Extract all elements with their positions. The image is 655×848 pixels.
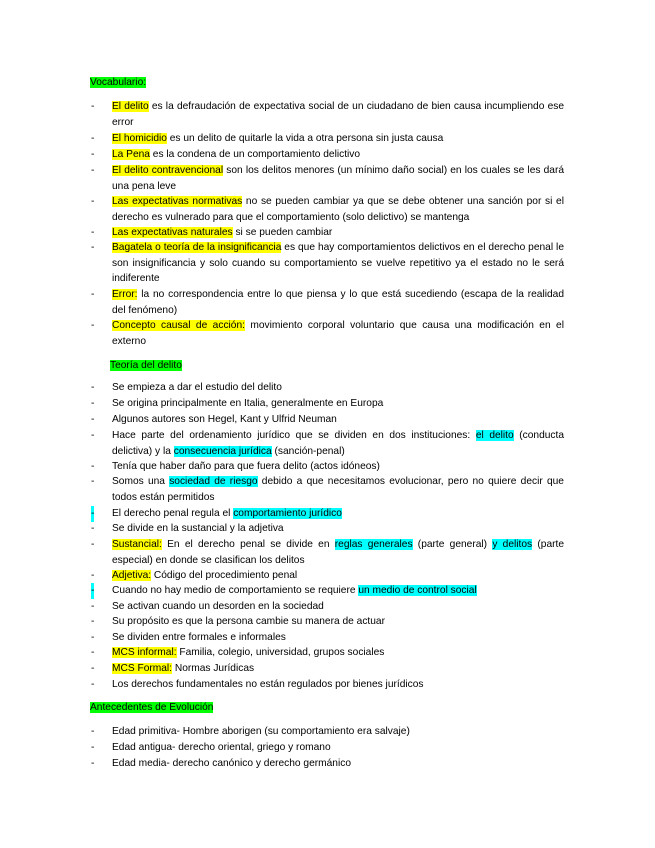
antecedentes-item: - Edad primitiva- Hombre aborigen (su comportamiento era salvaje): [91, 726, 410, 737]
teoria-item: - MCS Formal: Normas Jurídicas: [91, 663, 255, 674]
vocab-item: - Las expectativas naturales si se pueden cambiar: [91, 227, 333, 238]
vocab-item: - Las expectativas normativas no se pueden cambiar ya que se debe obtener una sanción por si el derecho es vulnerado para que el comportamiento (solo delictivo) se mantenga: [91, 196, 564, 223]
vocab-item: - Concepto causal de acción: movimiento corporal voluntario que causa una modificación en el externo: [91, 320, 564, 347]
teoria-item: - Se divide en la sustancial y la adjetiva: [91, 523, 284, 534]
teoria-item: - Sustancial: En el derecho penal se divide en reglas generales (parte general) y delitos (parte especial) en donde se clasifican los delitos: [91, 539, 565, 566]
teoria-item: - Se dividen entre formales e informales: [91, 632, 286, 643]
teoria-item: - El derecho penal regula el comportamiento jurídico: [112, 506, 564, 522]
vocab-item: - La Pena es la condena de un comportamiento delictivo: [91, 149, 361, 160]
teoria-item: - Se activan cuando un desorden en la sociedad: [91, 601, 324, 612]
vocab-heading: Vocabulario:: [90, 77, 147, 88]
antecedentes-item: - Edad media- derecho canónico y derecho germánico: [91, 758, 351, 769]
vocab-item: - Error: la no correspondencia entre lo que piensa y lo que está sucediendo (escapa de la realidad del fenómeno): [91, 289, 564, 316]
teoria-item: - Adjetiva: Código del procedimiento penal: [91, 570, 298, 581]
teoria-item: - MCS informal: Familia, colegio, universidad, grupos sociales: [91, 647, 385, 658]
vocab-item: - El delito es la defraudación de expectativa social de un ciudadano de bien causa incumpliendo ese error: [91, 101, 564, 128]
teoria-item: - Algunos autores son Hegel, Kant y Ulfrid Neuman: [91, 414, 337, 425]
teoria-item: - Somos una sociedad de riesgo debido a que necesitamos evolucionar, pero no quiere decir que todos están permitidos: [91, 476, 564, 503]
vocab-item: - El homicidio es un delito de quitarle la vida a otra persona sin justa causa: [91, 133, 444, 144]
teoria-item: - Se empieza a dar el estudio del delito: [91, 382, 282, 393]
vocab-item: - Bagatela o teoría de la insignificancia es que hay comportamientos delictivos en el derecho penal le son insignificancia y solo cuando su comportamiento se vuelve repetitivo ya el estado no le será indiferente: [91, 242, 564, 285]
teoria-heading: Teoría del delito: [110, 360, 182, 371]
teoria-item: - Cuando no hay medio de comportamiento se requiere un medio de control social: [112, 583, 564, 599]
vocab-item: - El delito contravencional son los delitos menores (un mínimo daño social) en los cuales se les dará una pena leve: [91, 165, 565, 192]
teoria-item: - Se origina principalmente en Italia, generalmente en Europa: [91, 398, 384, 409]
antecedentes-heading: Antecedentes de Evolución: [90, 702, 214, 713]
teoria-item: - Su propósito es que la persona cambie su manera de actuar: [91, 616, 385, 627]
teoria-item: - Tenía que haber daño para que fuera delito (actos idóneos): [91, 461, 380, 472]
teoria-item: - Los derechos fundamentales no están regulados por bienes jurídicos: [91, 679, 424, 690]
teoria-item: - Hace parte del ordenamiento jurídico que se dividen en dos instituciones: el delito (conducta delictiva) y la consecuencia jurídica (sanción-penal): [91, 430, 565, 457]
antecedentes-item: - Edad antigua- derecho oriental, griego y romano: [91, 742, 331, 753]
